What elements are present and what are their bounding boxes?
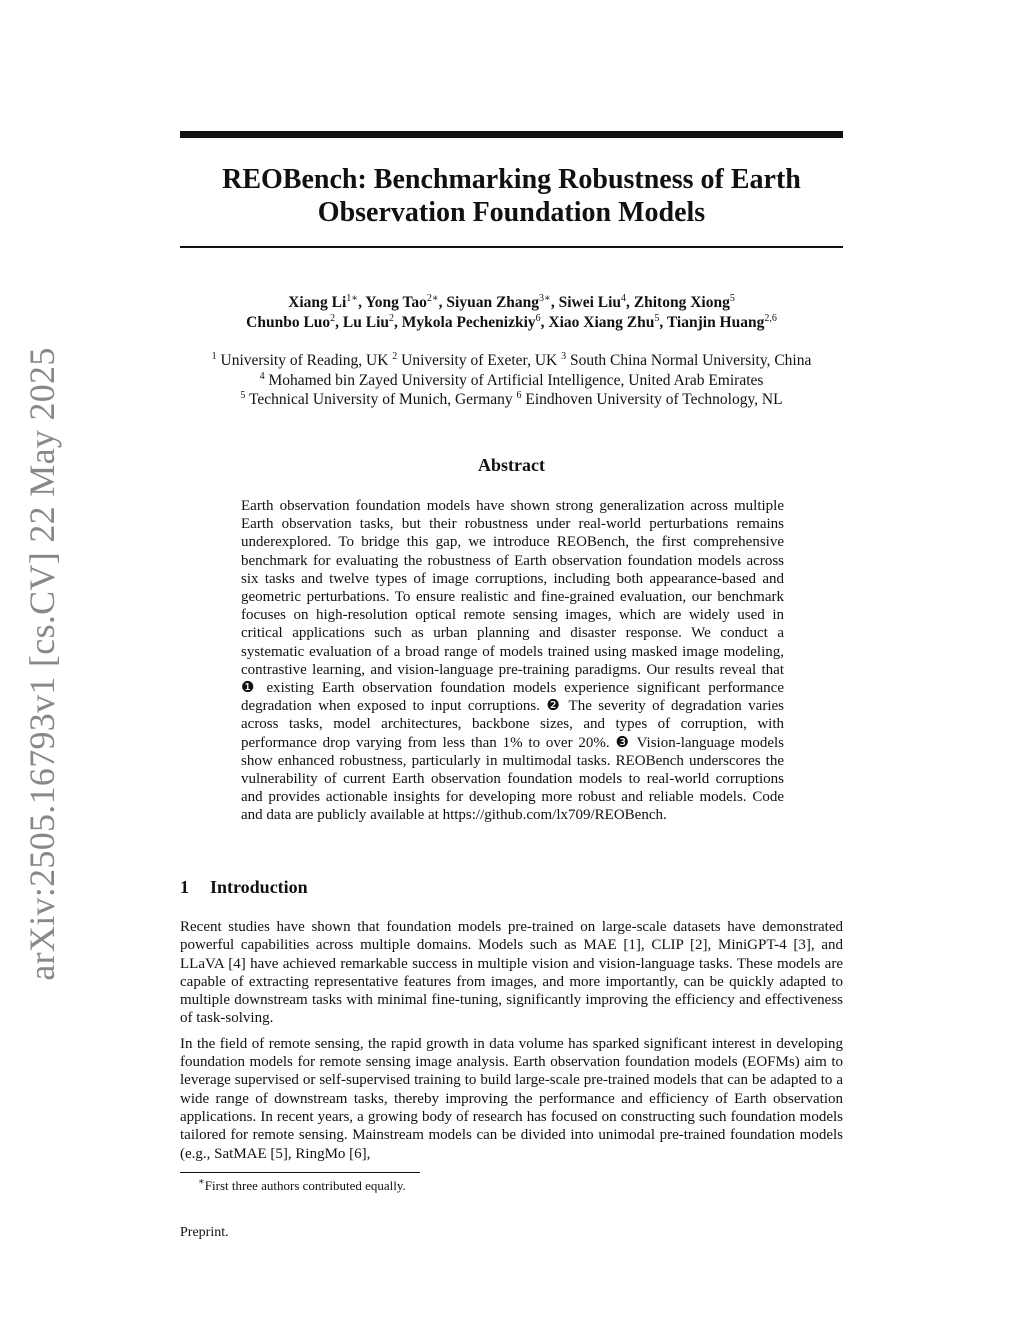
affiliation-line: $^5$ Technical University of Munich, Germany $^6$ Eindhoven University of Technology, NL — [240, 389, 783, 408]
author-affiliation-mark: 2∗ — [426, 292, 439, 304]
author-name: Siwei Liu — [558, 294, 622, 311]
author-line: Chunbo Luo$^2$, Lu Liu$^2$, Mykola Pechenizkiy$^6$, Xiao Xiang Zhu$^5$, Tianjin Huang$^{2,6}$ — [246, 312, 777, 331]
footnote-text: First three authors contributed equally. — [204, 1178, 406, 1193]
affiliation: University of Reading, UK — [220, 352, 389, 369]
title-bottom-rule — [180, 246, 843, 248]
section-number: 1 — [180, 877, 189, 897]
author-name: Tianjin Huang — [666, 314, 765, 331]
author-name: Xiang Li — [288, 294, 347, 311]
author-name: Mykola Pechenizkiy — [401, 314, 536, 331]
paragraph: In the field of remote sensing, the rapid growth in data volume has sparked significant interest in developing foundation models for remote sensing image analysis. Earth observation foundation models (EOFMs) aim to leverage supervised or self-supervised training to build large-scale pre-trained models that can be adapted to a wide range of downstream tasks, thereby improving the performance and efficiency of Earth observation applications. In recent years, a growing body of research has focused on constructing such foundation models tailored for remote sensing. Mainstream models can be divided into unimodal pre-trained foundation models (e.g., SatMAE [5], RingMo [6], — [180, 1035, 843, 1162]
title-top-rule — [180, 131, 843, 138]
abstract-heading: Abstract — [478, 455, 545, 475]
author-line: Xiang $Li^{1∗}$, Yong Tao$^{2∗}$, Siyuan Zhang$^{3∗}$, Siwei Liu$^4$, Zhitong Xiong$^5$ — [288, 292, 735, 311]
author-affiliation-mark: 3∗ — [539, 292, 551, 304]
author-name: Chunbo Luo — [246, 314, 331, 331]
author-affiliation-mark: 2,6 — [764, 312, 777, 324]
paper-title: REOBench: Benchmarking Robustness of Earth Observation Foundation Models — [222, 164, 801, 228]
author-name: Siyuan Zhang — [446, 294, 540, 311]
affiliation: Mohamed bin Zayed University of Artificial Intelligence, United Arab Emirates — [268, 371, 764, 389]
author-name: Xiao Xiang Zhu — [548, 314, 655, 331]
paragraph: Recent studies have shown that foundation models pre-trained on large-scale datasets have demonstrated powerful capabilities across multiple domains. Models such as MAE [1], CLIP [2], MiniGPT-4 [3], and LLaVA [4] have achieved remarkable success in multiple vision and vision-language tasks. These models are capable of extracting representative features from images, and more importantly, can be quickly adapted to multiple downstream tasks with minimal fine-tuning, significantly improving the efficiency and effectiveness of task-solving. — [180, 919, 843, 1027]
author-affiliation-mark: 2 — [389, 312, 395, 324]
affiliation-line: $^1$ University of Reading, UK $^2$ University of Exeter, UK $^3$ South China Normal University, China — [211, 350, 812, 369]
arxiv-identifier: arXiv:2505.16793v1 [cs.CV] 22 May 2025 — [22, 347, 62, 981]
affiliation: University of Exeter, UK — [401, 352, 558, 369]
abstract-text: Earth observation foundation models have shown strong generalization across multiple Earth observation tasks, but their robustness under real-world perturbations remains underexplored. To bridge this gap, we introduce REOBench, the first comprehensive benchmark for evaluating the robustness of Earth observation foundation models across six tasks and twelve types of image corruptions, including both appearance-based and geometric perturbations. To ensure realistic and fine-grained evaluation, our benchmark focuses on high-resolution optical remote sensing images, which are widely used in critical applications such as urban planning and disaster response. We conduct a systematic evaluation of a broad range of models trained using masked image modeling, contrastive learning, and vision-language pre-training paradigms. Our results reveal that ❶ existing Earth observation foundation models experience significant performance degradation when exposed to input corruptions. ❷ The severity of degradation varies across tasks, model architectures, backbone sizes, and types of corruption, with performance drop varying from less than 1% to over 20%. ❸ Vision-language models show enhanced robustness, particularly in multimodal tasks. REOBench underscores the vulnerability of current Earth observation foundation models to real-world corruptions and provides actionable insights for developing more robust and reliable models. Code and data are publicly available at https://github.com/lx709/REOBench. — [241, 498, 784, 824]
author-affiliation-mark: 5 — [729, 292, 735, 304]
author-name: Yong Tao — [365, 294, 427, 311]
section-title: Introduction — [210, 877, 308, 897]
affiliation: Technical University of Munich, Germany — [249, 391, 513, 408]
affiliation: Eindhoven University of Technology, NL — [525, 391, 783, 408]
author-name: Lu Liu — [342, 314, 390, 331]
footnote-rule — [180, 1172, 420, 1173]
affiliation-line: $^4$ Mohamed bin Zayed University of Artificial Intelligence, United Arab Emirates — [259, 370, 764, 389]
footnote-mark: ∗ — [198, 1176, 205, 1188]
section-heading — [180, 877, 308, 898]
page-footer: Preprint. — [180, 1225, 229, 1240]
section-body — [180, 918, 843, 1170]
author-list — [180, 293, 843, 333]
author-affiliation-mark: 2 — [330, 312, 336, 324]
author-affiliation-mark: 5 — [654, 312, 660, 324]
author-affiliation-mark: 1∗ — [346, 292, 359, 304]
author-name: Zhitong Xiong — [633, 294, 730, 311]
affiliation: South China Normal University, China — [569, 352, 812, 369]
author-affiliation-mark: 4 — [621, 292, 627, 304]
affiliation-list — [170, 351, 853, 410]
footnote — [198, 1178, 406, 1194]
author-affiliation-mark: 6 — [535, 312, 541, 324]
